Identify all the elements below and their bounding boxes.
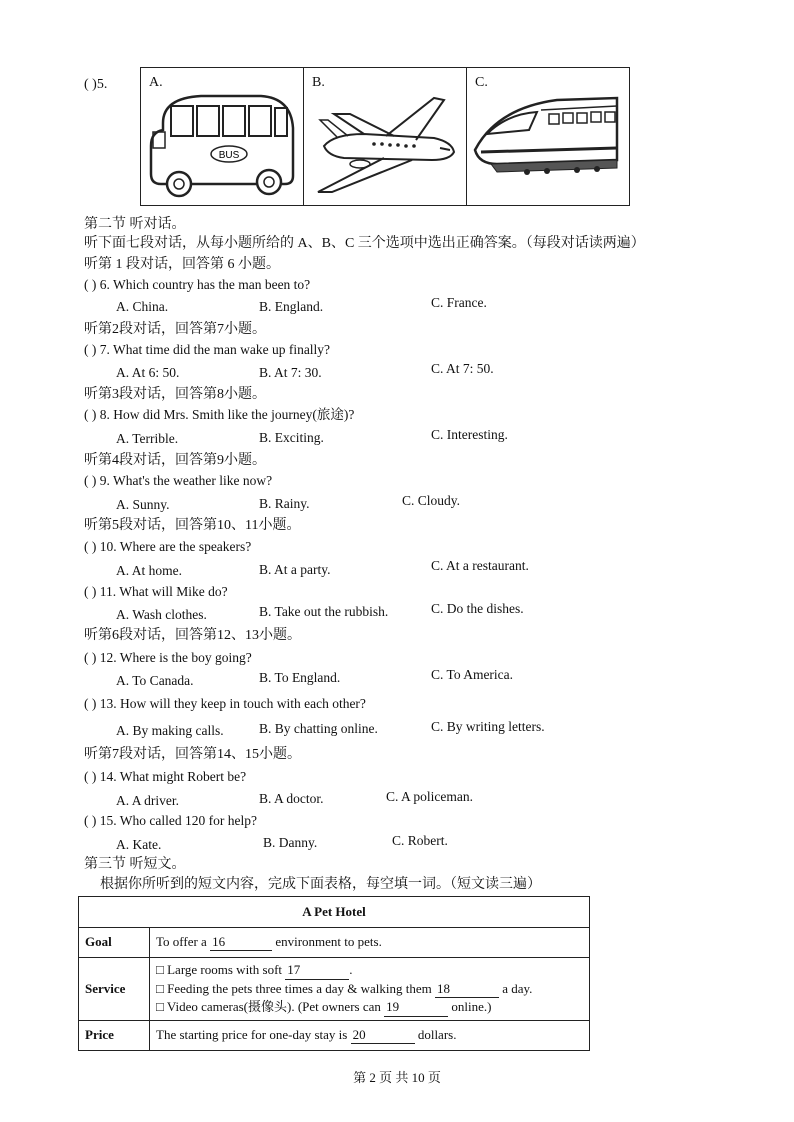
q5-option-a-label: A. — [149, 75, 163, 90]
q11-option-a[interactable]: A. Wash clothes. — [116, 607, 207, 622]
q9-option-c[interactable]: C. Cloudy. — [402, 493, 461, 508]
q11-option-b[interactable]: B. Take out the rubbish. — [259, 604, 389, 619]
q12-option-a[interactable]: A. To Canada. — [116, 673, 194, 688]
q6-option-c[interactable]: C. France. — [431, 295, 487, 310]
goal-cell — [150, 928, 590, 958]
q5-option-b[interactable] — [304, 68, 467, 205]
q10-option-a[interactable]: A. At home. — [116, 563, 182, 578]
q8-stem: ( ) 8. How did Mrs. Smith like the journey(旅途)? — [84, 407, 355, 422]
q15-option-c[interactable]: C. Robert. — [392, 833, 448, 848]
q11-option-c[interactable]: C. Do the dishes. — [431, 601, 524, 616]
section2-title: 第二节 听对话。 — [84, 217, 186, 232]
section2-instruction: 听下面七段对话，从每小题所给的 A、B、C 三个选项中选出正确答案。（每段对话读两遍） — [84, 236, 645, 251]
service-item-1-end: . — [349, 962, 353, 977]
q5-option-b-label: B. — [312, 75, 325, 90]
q6-intro: 听第 1 段对话，回答第 6 小题。 — [84, 257, 280, 272]
bus-icon — [141, 68, 303, 205]
q14-intro: 听第7段对话，回答第14、15小题。 — [84, 747, 301, 762]
q7-intro: 听第2段对话，回答第7小题。 — [84, 322, 266, 337]
q12-option-c[interactable]: C. To America. — [431, 667, 514, 682]
q9-intro: 听第4段对话，回答第9小题。 — [84, 453, 266, 468]
q12-option-b[interactable]: B. To England. — [259, 670, 341, 685]
q10-option-b[interactable]: B. At a party. — [259, 562, 331, 577]
q13-option-b[interactable]: B. By chatting online. — [259, 721, 378, 736]
price-label: Price — [79, 1020, 150, 1050]
q7-option-b[interactable]: B. At 7: 30. — [259, 365, 322, 380]
goal-text-2: environment to pets. — [272, 933, 382, 949]
service-label: Service — [79, 958, 150, 1021]
bus-sign-text: BUS — [218, 150, 240, 161]
price-text-1: The starting price for one-day stay is — [156, 1026, 351, 1042]
q9-stem: ( ) 9. What's the weather like now? — [84, 473, 273, 488]
q15-stem: ( ) 15. Who called 120 for help? — [84, 813, 257, 828]
q8-option-b[interactable]: B. Exciting. — [259, 430, 324, 445]
q11-stem: ( ) 11. What will Mike do? — [84, 584, 228, 599]
section3-instruction: 根据你所听到的短文内容，完成下面表格，每空填一词。（短文读三遍） — [100, 877, 541, 892]
blank-20[interactable]: 20 — [351, 1027, 415, 1044]
section3-title: 第三节 听短文。 — [84, 857, 186, 872]
service-item-2-text: □ Feeding the pets three times a day & walking them — [156, 980, 435, 996]
q10-option-c[interactable]: C. At a restaurant. — [431, 558, 529, 573]
q5-number: ( )5. — [84, 77, 108, 92]
blank-18[interactable]: 18 — [435, 980, 499, 999]
pet-hotel-table — [78, 896, 590, 1051]
service-item-2-end: a day. — [498, 980, 533, 996]
q6-option-a[interactable]: A. China. — [116, 299, 169, 314]
train-icon — [467, 68, 629, 205]
q14-option-a[interactable]: A. A driver. — [116, 793, 179, 808]
q7-stem: ( ) 7. What time did the man wake up finally? — [84, 342, 331, 357]
pet-table-title: A Pet Hotel — [79, 897, 590, 928]
q12-stem: ( ) 12. Where is the boy going? — [84, 650, 252, 665]
q6-option-b[interactable]: B. England. — [259, 299, 324, 314]
q7-option-c[interactable]: C. At 7: 50. — [431, 361, 494, 376]
goal-text-1: To offer a — [156, 933, 211, 949]
q10-stem: ( ) 10. Where are the speakers? — [84, 539, 252, 554]
service-cell — [150, 958, 590, 1021]
q12-intro: 听第6段对话，回答第12、13小题。 — [84, 628, 301, 643]
q5-option-c[interactable] — [467, 68, 629, 205]
q6-stem: ( ) 6. Which country has the man been to? — [84, 277, 311, 292]
airplane-icon — [304, 68, 466, 205]
q15-option-b[interactable]: B. Danny. — [263, 835, 318, 850]
service-item-2 — [156, 980, 583, 999]
q8-intro: 听第3段对话，回答第8小题。 — [84, 387, 266, 402]
q8-option-a[interactable]: A. Terrible. — [116, 431, 179, 446]
q14-option-c[interactable]: C. A policeman. — [386, 789, 473, 804]
q8-option-c[interactable]: C. Interesting. — [431, 427, 508, 442]
service-item-3-text: □ Video cameras(摄像头). (Pet owners can — [156, 999, 385, 1015]
q10-intro: 听第5段对话，回答第10、11小题。 — [84, 518, 301, 533]
blank-17[interactable]: 17 — [285, 961, 349, 980]
service-item-3-end: online.) — [448, 999, 492, 1015]
q5-picture-options — [140, 67, 630, 206]
q13-option-a[interactable]: A. By making calls. — [116, 723, 224, 738]
page-footer: 第 2 页 共 10 页 — [353, 1070, 441, 1085]
q5-option-a[interactable] — [141, 68, 304, 205]
service-item-1 — [156, 961, 583, 980]
q15-option-a[interactable]: A. Kate. — [116, 837, 162, 852]
service-item-3 — [156, 998, 583, 1017]
blank-19[interactable]: 19 — [384, 998, 448, 1017]
q7-option-a[interactable]: A. At 6: 50. — [116, 365, 180, 380]
q14-option-b[interactable]: B. A doctor. — [259, 791, 324, 806]
goal-label: Goal — [79, 928, 150, 958]
q13-option-c[interactable]: C. By writing letters. — [431, 719, 545, 734]
q14-stem: ( ) 14. What might Robert be? — [84, 769, 247, 784]
service-item-1-text: □ Large rooms with soft — [156, 962, 286, 977]
q5-option-c-label: C. — [475, 75, 488, 90]
blank-16[interactable]: 16 — [210, 934, 272, 951]
q13-stem: ( ) 13. How will they keep in touch with each other? — [84, 696, 366, 711]
q9-option-a[interactable]: A. Sunny. — [116, 497, 170, 512]
price-cell — [150, 1020, 590, 1050]
price-text-2: dollars. — [414, 1026, 457, 1042]
q9-option-b[interactable]: B. Rainy. — [259, 496, 310, 511]
